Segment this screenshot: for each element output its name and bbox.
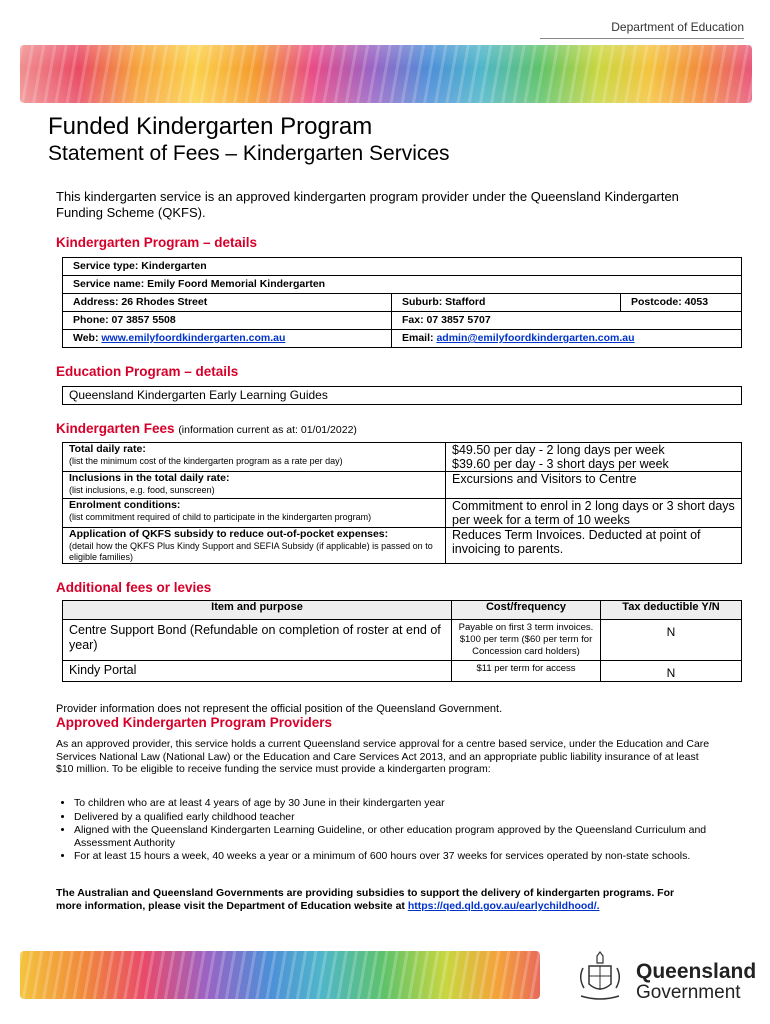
table-row xyxy=(63,620,742,661)
fee-label: Enrolment conditions: xyxy=(69,499,181,511)
postcode: Postcode: 4053 xyxy=(621,294,742,312)
education-table xyxy=(62,386,742,405)
approved-list xyxy=(56,797,729,864)
web-cell xyxy=(63,330,392,348)
cost-cell: $11 per term for access xyxy=(452,661,601,682)
email-label: Email: xyxy=(402,332,437,344)
intro-text: This kindergarten service is an approved kindergarten program provider under the Queensland Kindergarten Funding Scheme (QKFS). xyxy=(56,189,679,220)
col-cost: Cost/frequency xyxy=(452,601,601,620)
list-item: • Aligned with the Queensland Kindergarten Learning Guideline, or other education program approved by the Queensland Curriculum and Assessment Authority xyxy=(74,824,729,849)
additional-heading: Additional fees or levies xyxy=(56,580,212,595)
service-type: Service type: Kindergarten xyxy=(63,258,742,276)
fees-heading-text: Kindergarten Fees xyxy=(56,421,175,436)
fees-table xyxy=(62,442,742,564)
fee-value: Commitment to enrol in 2 long days or 3 short days per week for a term of 10 weeks xyxy=(446,499,742,528)
fee-help: (list the minimum cost of the kindergarten program as a rate per day) xyxy=(69,456,343,466)
tax-cell: N xyxy=(601,661,742,682)
fee-value: Reduces Term Invoices. Deducted at point of invoicing to parents. xyxy=(446,528,742,564)
col-item: Item and purpose xyxy=(63,601,452,620)
phone: Phone: 07 3857 5508 xyxy=(63,312,392,330)
disclaimer: Provider information does not represent the official position of the Queensland Government. xyxy=(56,703,503,715)
web-link[interactable]: www.emilyfoordkindergarten.com.au xyxy=(101,332,286,344)
fee-label: Application of QKFS subsidy to reduce out-of-pocket expenses: xyxy=(69,528,389,540)
suburb: Suburb: Stafford xyxy=(392,294,621,312)
fee-row-label xyxy=(63,528,446,564)
fee-value: $49.50 per day - 2 long days per week $39.60 per day - 3 short days per week xyxy=(446,443,742,472)
address: Address: 26 Rhodes Street xyxy=(63,294,392,312)
approved-heading: Approved Kindergarten Program Providers xyxy=(56,715,333,730)
list-item: • For at least 15 hours a week, 40 weeks a year or a minimum of 600 hours over 37 weeks for services operated by non-state schools. xyxy=(74,850,729,863)
page-subtitle: Statement of Fees – Kindergarten Services xyxy=(48,142,450,165)
approved-body: As an approved provider, this service holds a current Queensland service approval for a centre based service, under the Education and Care Services National Law (National Law) or the Education and Care Services Act 2013, and an appropriate public liability insurance of at least $10 million. To be eligible to receive funding the service must provide a kindergarten program: xyxy=(56,738,710,775)
closing-text xyxy=(56,887,696,913)
education-heading: Education Program – details xyxy=(56,364,239,379)
qld-wordmark: Queensland xyxy=(636,960,757,983)
fees-heading xyxy=(56,421,357,436)
fee-help: (detail how the QKFS Plus Kindy Support and SEFIA Subsidy (if applicable) is passed on to eligible families) xyxy=(69,541,433,562)
col-tax: Tax deductible Y/N xyxy=(601,601,742,620)
table-row xyxy=(63,661,742,682)
closing-body: The Australian and Queensland Governments are providing subsidies to support the delivery of kindergarten programs. For more information, please visit the Department of Education website at xyxy=(56,887,675,912)
page-title: Funded Kindergarten Program xyxy=(48,113,373,140)
education-program: Queensland Kindergarten Early Learning Guides xyxy=(63,387,742,405)
item-cell: Centre Support Bond (Refundable on completion of roster at end of year) xyxy=(63,620,452,661)
coat-of-arms-icon xyxy=(575,950,625,1006)
fax: Fax: 07 3857 5707 xyxy=(392,312,742,330)
government-wordmark: Government xyxy=(636,982,741,1003)
service-name: Service name: Emily Foord Memorial Kindergarten xyxy=(63,276,742,294)
cost-cell: Payable on first 3 term invoices. $100 per term ($60 per term for Concession card holders) xyxy=(452,620,601,661)
fee-label: Total daily rate: xyxy=(69,443,146,455)
fee-row-label xyxy=(63,443,446,472)
tax-cell: N xyxy=(601,620,742,661)
fees-note: (information current as at: 01/01/2022) xyxy=(178,424,357,436)
list-item: • Delivered by a qualified early childhood teacher xyxy=(74,811,729,824)
item-cell: Kindy Portal xyxy=(63,661,452,682)
kinder-details-table xyxy=(62,257,742,348)
web-label: Web: xyxy=(73,332,102,344)
fee-label: Inclusions in the total daily rate: xyxy=(69,472,230,484)
department-name: Department of Education xyxy=(611,20,744,34)
website-link[interactable]: https://qed.qld.gov.au/earlychildhood/. xyxy=(407,900,600,912)
additional-fees-table xyxy=(62,600,742,682)
fee-help: (list inclusions, e.g. food, sunscreen) xyxy=(69,485,215,495)
email-cell xyxy=(392,330,742,348)
fee-row-label xyxy=(63,472,446,499)
footer-banner xyxy=(20,951,540,999)
fee-help: (list commitment required of child to participate in the kindergarten program) xyxy=(69,512,372,522)
fee-row-label xyxy=(63,499,446,528)
kinder-details-heading: Kindergarten Program – details xyxy=(56,235,258,250)
email-link[interactable]: admin@emilyfoordkindergarten.com.au xyxy=(436,332,635,344)
list-item: • To children who are at least 4 years of age by 30 June in their kindergarten year xyxy=(74,797,729,810)
header-banner xyxy=(20,45,752,103)
fee-value: Excursions and Visitors to Centre xyxy=(446,472,742,499)
header-divider xyxy=(540,38,744,39)
